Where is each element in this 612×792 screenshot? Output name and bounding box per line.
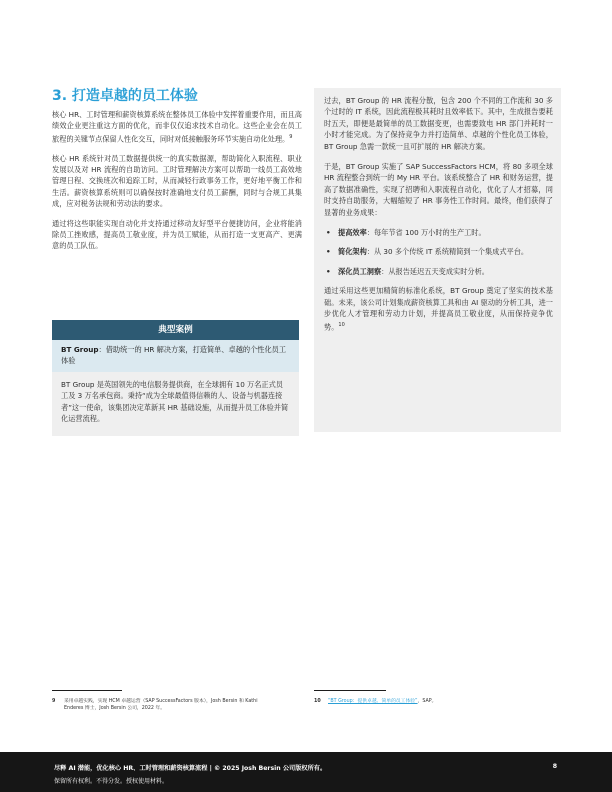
case-study-company: BT Group (61, 345, 99, 354)
case-study-continued-box (314, 88, 561, 432)
footnote-link[interactable]: “BT Group：提供卓越、简单的员工体验” (328, 699, 418, 704)
footnote-10 (314, 698, 561, 705)
list-item-text: ：从报告延迟五天变成实时分析。 (381, 266, 489, 276)
footnote-divider-left (52, 690, 122, 691)
systems-paragraph: 核心 HR 系统针对员工数据提供统一的真实数据源，帮助简化入职流程、职业发展以及对 HR 流程的自助访问。工时管理解决方案可以帮助一线员工高效地管理日程、交换班次和追踪工时，从而减轻行政事务工作，更好地平衡工作和生活。薪资核算系统则可以确保按时准确地支付员工薪酬，同时与合规工具集成，应对税务法规和劳动法的要求。 (52, 153, 302, 209)
list-item-bold: 提高效率 (338, 228, 367, 238)
footnote-text: ，SAP。 (417, 699, 437, 704)
list-item (324, 266, 553, 277)
results-list (324, 227, 553, 277)
left-column (52, 88, 302, 260)
case-study-subtitle (52, 340, 299, 372)
case-study-box (52, 320, 299, 436)
footnote-number: 9 (52, 699, 56, 704)
conclusion-paragraph-text: 通过采用这些更加精简的标准化系统，BT Group 奠定了坚实的技术基础。未来，该公司计划集成薪资核算工具和由 AI 驱动的分析工具，进一步优化人才管理和劳动力计划，并提高员工敬业度，从而保持竞争优势。 (324, 286, 553, 331)
section-heading: 3. 打造卓越的员工体验 (52, 88, 198, 104)
footnote-ref-10[interactable]: 10 (338, 321, 345, 328)
case-study-header: 典型案例 (52, 320, 299, 340)
footnote-text: 采用卓越实践，实现 HCM 卓越运营（SAP SuccessFactors 版本），Josh Bersin 和 Kathi (64, 699, 258, 704)
bullet-marker: • (326, 247, 331, 257)
intro-paragraph-text: 核心 HR、工时管理和薪资核算系统在整体员工体验中发挥着重要作用，而且高绩效企业更注重这方面的优化，而非仅仅追求技术自动化。这些企业会在员工旅程的关键节点保留人性化交互，同时对低接触服务环节实施自动化处理。 (52, 110, 302, 144)
list-item (324, 227, 553, 238)
list-item-bold: 简化架构 (338, 247, 367, 257)
list-item-text: ：每年节省 100 万小时的生产工时。 (366, 228, 486, 238)
case-study-subtitle-text: ：借助统一的 HR 解决方案，打造简单、卓越的个性化员工体验 (61, 345, 287, 366)
page-number: 8 (552, 763, 557, 770)
footer-title: 尽释 AI 潜能，优化核心 HR、工时管理和薪资核算流程 | © 2025 Josh Bersin 公司版权所有。 (54, 765, 327, 772)
bullet-marker: • (326, 266, 331, 276)
list-item-bold: 深化员工洞察 (338, 266, 382, 276)
footnote-text: Enderes 博士，Josh Bersin 公司，2022 年。 (64, 706, 166, 711)
background-paragraph: 过去，BT Group 的 HR 流程分散，包含 200 个不同的工作流和 30 多个过时的 IT 系统，因此流程极其耗时且效率低下。其中，生成报告要耗时五天，即便是最简单的员工数据变更，也需要致电 HR 部门并耗时一小时才能完成。为了保持竞争力并打造简单、卓越的个性化员工体验，BT Group 急需一款统一且可扩展的 HR 解决方案。 (324, 96, 553, 151)
conclusion-paragraph (324, 285, 553, 332)
bullet-marker: • (326, 228, 331, 238)
footnote-9 (52, 698, 302, 712)
case-study-body: BT Group 是英国领先的电信服务提供商，在全球拥有 10 万名正式员工及 3 万名承包商。秉持“成为全球最值得信赖的人、设备与机器连接者”这一使命，该集团决定革新其 HR 基础设施，从而提升员工体验并简化运营流程。 (61, 379, 289, 424)
automation-paragraph: 通过将这些职能实现自动化并支持通过移动友好型平台便捷访问，企业将能消除员工挫败感，提高员工敬业度，并为员工赋能，从而打造一支更高产、更满意的员工队伍。 (52, 218, 302, 251)
page-footer (0, 752, 612, 792)
footnote-ref-9[interactable]: 9 (289, 133, 293, 140)
list-item (324, 246, 553, 257)
implementation-paragraph: 于是，BT Group 实施了 SAP SuccessFactors HCM，将 80 多项全球 HR 流程整合到统一的 My HR 平台。该系统整合了 HR 和财务运营，提高了数据准确性，实现了招聘和入职流程自动化，优化了人才招募，同时支持自助服务，大幅缩短了 HR 事务性工作时间。最终，他们获得了显著的业务成果： (324, 162, 553, 217)
footnote-divider-right (314, 690, 386, 691)
footer-rights: 保留所有权利。不得分发。授权使用材料。 (54, 778, 169, 785)
list-item-text: ：从 30 多个传统 IT 系统精简到一个集成式平台。 (366, 247, 529, 257)
footnote-number: 10 (314, 699, 321, 704)
intro-paragraph (52, 109, 302, 145)
